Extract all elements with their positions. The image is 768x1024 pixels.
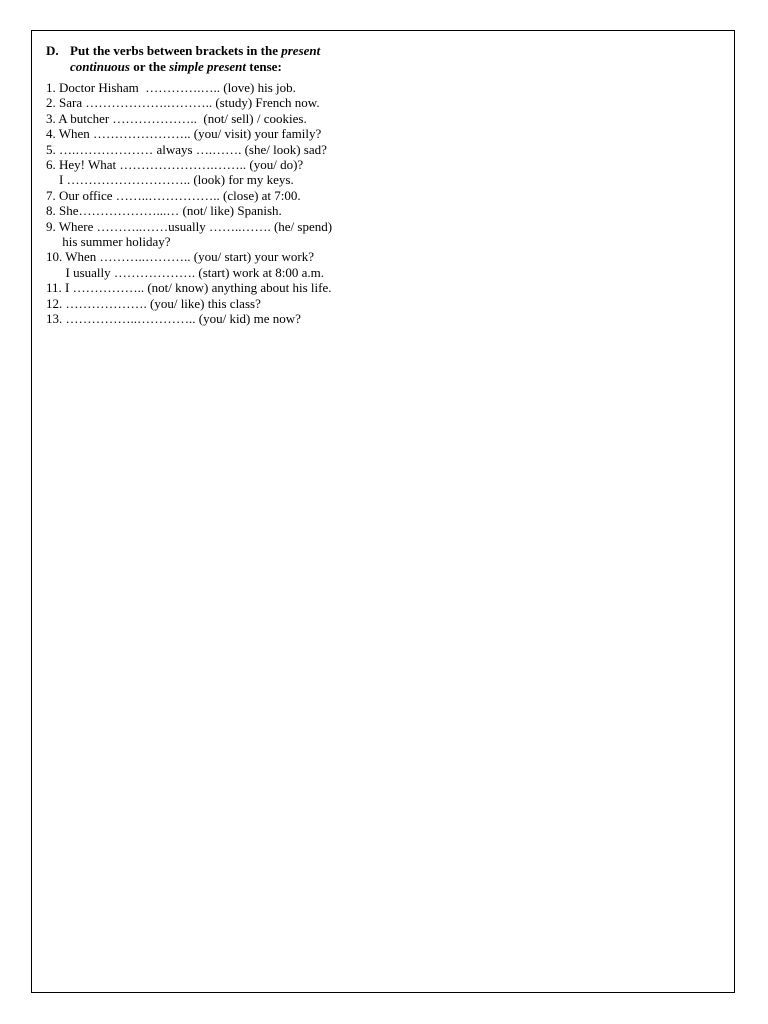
exercise-line: 4. When ………………….. (you/ visit) your family? [46,126,322,142]
exercise-line: 3. A butcher ……………….. (not/ sell) / cookies. [46,110,307,126]
exercise-line: 9. Where ………..……usually ……..……. (he/ spend) [46,218,333,234]
exercise-line: 8. She………………...… (not/ like) Spanish. [46,203,282,219]
instruction-italic-continuous: continuous [70,58,130,74]
exercise-section [46,43,426,327]
exercise-line: I ……………………….. (look) for my keys. [46,172,294,188]
exercise-line: 12. ………………. (you/ like) this class? [46,295,261,311]
exercise-line: 10. When ………..……….. (you/ start) your work? [46,249,315,265]
section-letter: D. [46,43,59,58]
exercise-line: 1. Doctor Hisham ………….….. (love) his job. [46,80,296,95]
instruction-italic-present: present [281,43,321,58]
exercise-line: 7. Our office ……..…………….. (close) at 7:00. [46,187,301,203]
instruction-text [70,43,320,74]
exercise-line: 6. Hey! What ………………….…….. (you/ do)? [46,157,304,173]
exercise-line: his summer holiday? [46,234,171,250]
instruction-part1: Put the verbs between brackets in the [70,43,282,58]
exercise-line: 11. I …………….. (not/ know) anything about his life. [46,280,332,296]
exercise-heading [46,43,426,74]
exercise-line: 2. Sara ……………….……….. (study) French now. [46,95,320,111]
exercise-lines [46,80,426,327]
instruction-part4: tense: [246,58,282,74]
exercise-line: 5. ….……………… always ….……. (she/ look) sad? [46,141,327,157]
instruction-italic-simple-present: simple present [169,58,247,74]
instruction-part3: or the [129,58,170,74]
exercise-line: 13. ……………..………….. (you/ kid) me now? [46,311,301,327]
exercise-line: I usually ………………. (start) work at 8:00 a.m. [46,264,325,280]
